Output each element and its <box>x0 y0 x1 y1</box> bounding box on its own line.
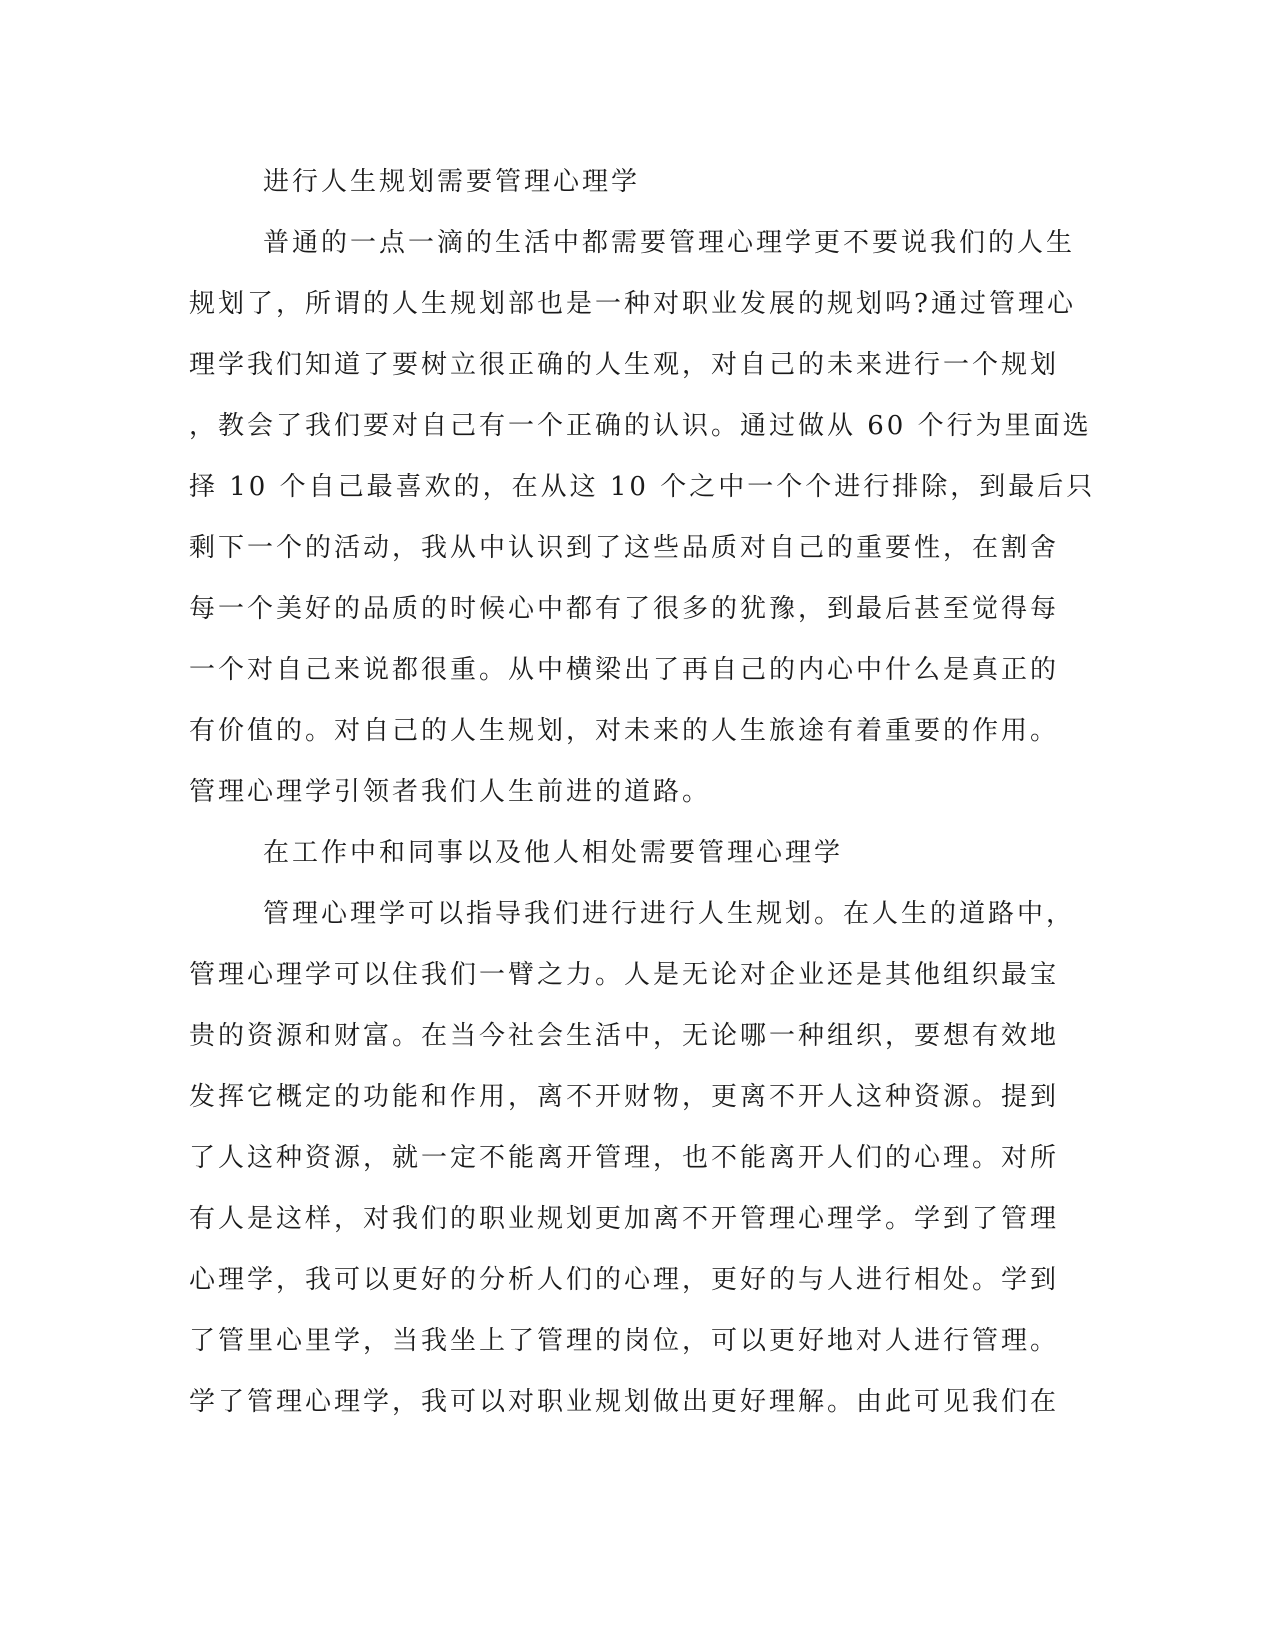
paragraph-line: 管理心理学可以住我们一臂之力。人是无论对企业还是其他组织最宝 <box>189 960 1060 990</box>
paragraph-line: 发挥它概定的功能和作用，离不开财物，更离不开人这种资源。提到 <box>189 1082 1060 1112</box>
paragraph-line: 规划了，所谓的人生规划部也是一种对职业发展的规划吗?通过管理心 <box>189 289 1076 319</box>
paragraph-line: 剩下一个的活动，我从中认识到了这些品质对自己的重要性，在割舍 <box>189 533 1060 563</box>
paragraph-line: 贵的资源和财富。在当今社会生活中，无论哪一种组织，要想有效地 <box>189 1021 1060 1051</box>
paragraph-line: 了管里心里学，当我坐上了管理的岗位，可以更好地对人进行管理。 <box>189 1326 1060 1356</box>
paragraph-line: 管理心理学可以指导我们进行进行人生规划。在人生的道路中， <box>263 899 1076 929</box>
paragraph-line: 管理心理学引领者我们人生前进的道路。 <box>189 777 712 807</box>
document-body <box>189 152 1096 1433</box>
paragraph-line: 每一个美好的品质的时候心中都有了很多的犹豫，到最后甚至觉得每 <box>189 594 1060 624</box>
paragraph-line: 有人是这样，对我们的职业规划更加离不开管理心理学。学到了管理 <box>189 1204 1060 1234</box>
section-heading-workplace-relations: 在工作中和同事以及他人相处需要管理心理学 <box>263 838 844 868</box>
paragraph-line: 有价值的。对自己的人生规划，对未来的人生旅途有着重要的作用。 <box>189 716 1060 746</box>
section-heading-life-planning: 进行人生规划需要管理心理学 <box>263 167 641 197</box>
paragraph-line: 理学我们知道了要树立很正确的人生观，对自己的未来进行一个规划 <box>189 350 1060 380</box>
paragraph-line: 心理学，我可以更好的分析人们的心理，更好的与人进行相处。学到 <box>189 1265 1060 1295</box>
paragraph-line: 了人这种资源，就一定不能离开管理，也不能离开人们的心理。对所 <box>189 1143 1060 1173</box>
paragraph-workplace-relations <box>189 884 1076 1433</box>
paragraph-line: ，教会了我们要对自己有一个正确的认识。通过做从 60 个行为里面选 <box>189 411 1092 441</box>
paragraph-life-planning <box>189 213 1096 823</box>
paragraph-line: 学了管理心理学，我可以对职业规划做出更好理解。由此可见我们在 <box>189 1387 1060 1417</box>
paragraph-line: 择 10 个自己最喜欢的，在从这 10 个之中一个个进行排除，到最后只 <box>189 472 1096 502</box>
paragraph-line: 一个对自己来说都很重。从中横梁出了再自己的内心中什么是真正的 <box>189 655 1060 685</box>
paragraph-line: 普通的一点一滴的生活中都需要管理心理学更不要说我们的人生 <box>263 228 1076 258</box>
